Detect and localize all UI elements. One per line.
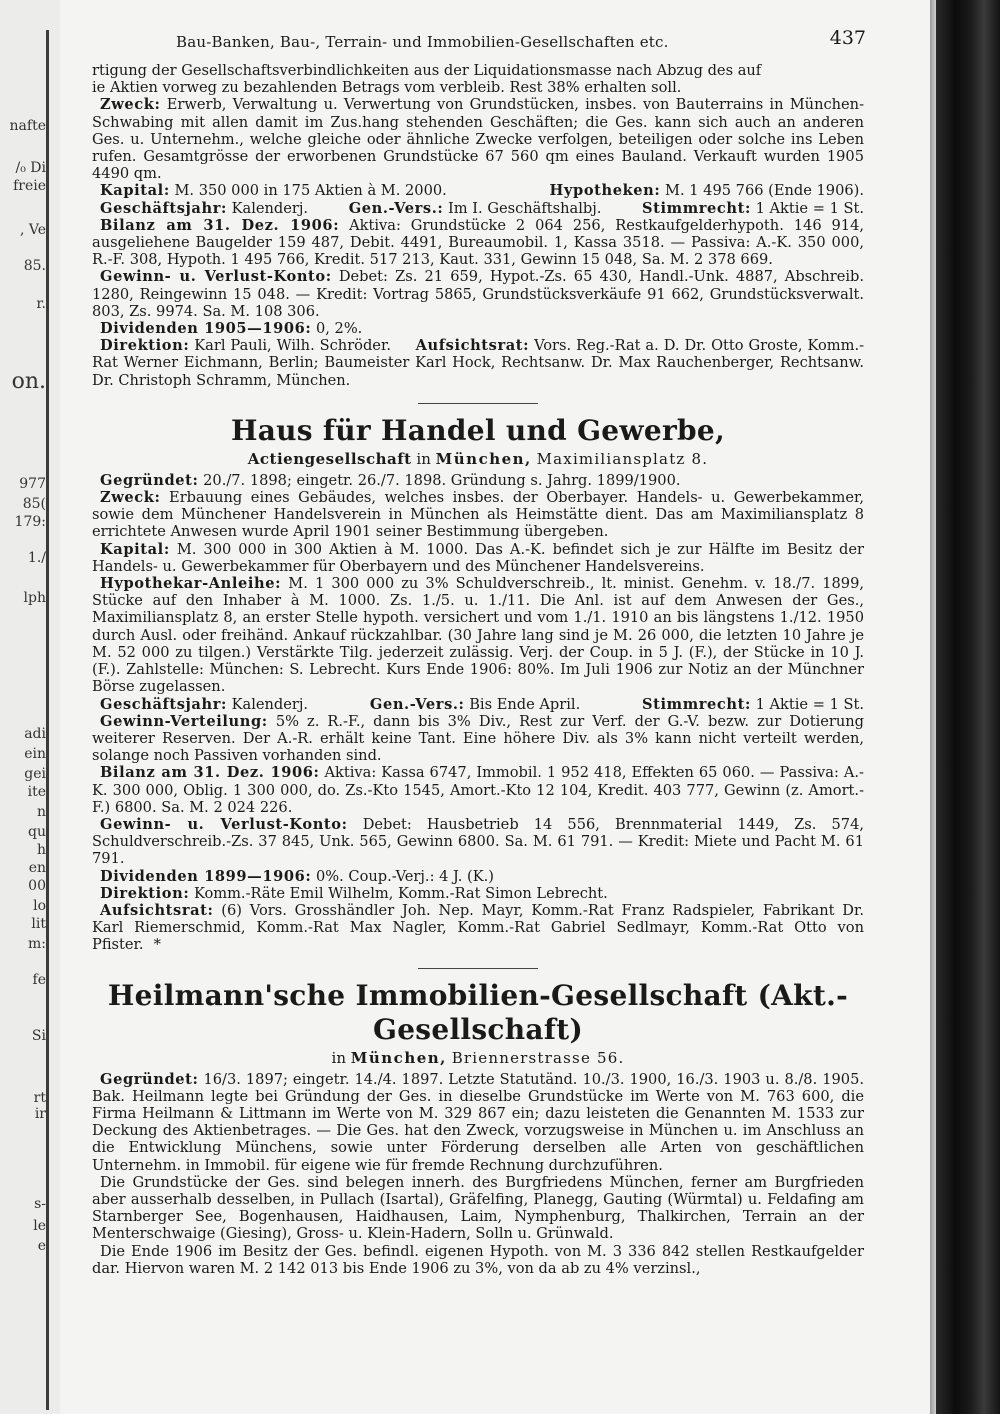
- dividenden-label: Dividenden 1899—1906:: [100, 867, 312, 885]
- gegruendet-text: 16/3. 1897; eingetr. 14./4. 1897. Letzte Statutänd. 10./3. 1900, 16./3. 1903 u. 8./8. 1905. Bak. Heilmann legte bei Gründung der Ges. in dieselbe Grundstücke im Werte von M. 763 600, die Firma Heilmann & Littmann im Werte von M. 329 867 ein; dazu leisteten die Genannten M. 1533 zur Deckung des Aktienbetrages. — Die Ges. hat den Zweck, vorzugsweise in München u. im Anschluss an die Entwicklung Münchens, sowie unter Förderung derselben alle Arten von geschäftlichen Unternehm. in Immobil. für eigene wie für fremde Rechnung durchzuführen.: [92, 1070, 864, 1174]
- margin-fragment: h: [36, 842, 46, 858]
- book-binding-edge: [936, 0, 1000, 1414]
- margin-fragment: lo: [33, 898, 46, 914]
- stimmrecht-label: Stimmrecht:: [642, 199, 751, 217]
- company-city: München,: [350, 1048, 447, 1067]
- margin-fragment: 00: [28, 878, 46, 894]
- direktion-label: Direktion:: [100, 884, 190, 902]
- stimmrecht-item: [634, 696, 864, 713]
- star-mark: *: [153, 936, 161, 954]
- dividenden-label: Dividenden 1905—1906:: [100, 320, 312, 338]
- hypotheken-item: [542, 182, 864, 199]
- section-divider: [418, 403, 538, 404]
- margin-fragment: qu: [28, 824, 46, 840]
- hypotheken-paragraph: Die Ende 1906 im Besitz der Ges. befindl. eigenen Hypoth. von M. 3 336 842 stellen Restkaufgelder dar. Hiervon waren M. 2 142 013 bis Ende 1906 zu 3%, von da ab zu 4% verzinsl.,: [92, 1242, 864, 1277]
- guv-label: Gewinn- u. Verlust-Konto:: [100, 268, 332, 286]
- genvers-label: Gen.-Vers.:: [369, 695, 465, 713]
- zweck-paragraph: [92, 96, 864, 182]
- aufsichtsrat-paragraph: [92, 902, 864, 954]
- anleihe-paragraph: [92, 575, 864, 695]
- kapital-text: M. 350 000 in 175 Aktien à M. 2000.: [174, 182, 447, 200]
- margin-fragment: lph: [23, 590, 46, 606]
- left-margin-bleed: [0, 0, 60, 1414]
- direktion-text: Komm.-Räte Emil Wilhelm, Komm.-Rat Simon Lebrecht.: [193, 884, 608, 902]
- margin-fragment: nafte: [9, 118, 46, 134]
- kapital-row: [92, 182, 864, 199]
- guv-text: Debet: Zs. 21 659, Hypot.-Zs. 65 430, Handl.-Unk. 4887, Abschreib. 1280, Reingewinn 15 048. — Kredit: Vortrag 5865, Grundstücksverkäufe 91 662, Grundstücksverwalt. 803, Zs. 9974. Sa. M. 108 306.: [92, 268, 864, 320]
- margin-fragment: m:: [28, 936, 46, 952]
- company-title: Heilmann'sche Immobilien-Gesellschaft (Akt.-Gesellschaft): [107, 978, 849, 1046]
- margin-fragment: , Ve: [19, 222, 46, 238]
- genvers-text: Bis Ende April.: [469, 695, 581, 713]
- margin-fragment: /₀ Di: [15, 160, 46, 176]
- running-head-title: Bau-Banken, Bau-, Terrain- und Immobilien-Gesellschaften etc.: [176, 33, 669, 51]
- margin-fragment: e: [37, 1238, 46, 1254]
- gegruendet-text: 20./7. 1898; eingetr. 26./7. 1898. Gründung s. Jahrg. 1899/1900.: [203, 471, 681, 489]
- left-column-rule: [46, 30, 49, 1410]
- guv-label: Gewinn- u. Verlust-Konto:: [100, 815, 348, 833]
- gegruendet-label: Gegründet:: [100, 471, 199, 489]
- gewinnverteilung-text: 5% z. R.-F., dann bis 3% Div., Rest zur Verf. der G.-V. bezw. zur Dotierung weiterer Reserven. Der A.-R. erhält keine Tant. Eine höhere Div. als 3% kann nicht verteilt werden, solange noch Passiven vorhanden sind.: [92, 712, 864, 765]
- company-subtitle: [92, 450, 864, 468]
- hypotheken-label: Hypotheken:: [549, 182, 661, 200]
- margin-fragment: ein: [24, 746, 46, 762]
- company-in: in: [331, 1048, 346, 1067]
- guv-text: Debet: Hausbetrieb 14 556, Brennmaterial 1449, Zs. 574, Schuldverschreib.-Zs. 37 845, Unk. 565, Gewinn 6800. Sa. M. 61 791. — Kredit: Miete und Pacht M. 61 791.: [92, 815, 864, 868]
- grundstuecke-paragraph: Die Grundstücke der Ges. sind belegen innerh. des Burgfriedens München, ferner am Burgfrieden aber ausserhalb desselben, in Pullach (Isartal), Gräfelfing, Planegg, Gauting (Würmtal) u. Feldafing am Starnberger See, Bogenhausen, Haidhausen, Laim, Nymphenburg, Thalkirchen, Terrain an der Menterschwaige (Giesing), Gross- u. Klein-Hadern, Solln u. Grünwald.: [92, 1173, 864, 1243]
- zweck-text: Erbauung eines Gebäudes, welches insbes. der Oberbayer. Handels- u. Gewerbekammer, sowie dem Münchener Handelsverein in München als Heimstätte dient. Das am Maximiliansplatz 8 errichtete Anwesen wurde April 1901 seiner Bestimmung übergeben.: [92, 489, 864, 541]
- company-city: München,: [435, 449, 532, 468]
- zweck-paragraph: [92, 489, 864, 541]
- genvers-text: Im I. Geschäftshalbj.: [448, 199, 602, 217]
- margin-fragment: 85(: [22, 496, 46, 512]
- margin-fragment: lit: [31, 916, 46, 932]
- section-divider: [418, 968, 538, 969]
- anleihe-label: Hypothekar-Anleihe:: [100, 575, 282, 593]
- dividenden-paragraph: [92, 868, 864, 885]
- margin-fragment: en: [28, 860, 46, 876]
- genvers-label: Gen.-Vers.:: [348, 199, 444, 217]
- zweck-text: Erwerb, Verwaltung u. Verwertung von Grundstücken, insbes. von Bauterrains in München-Schwabing mit allen damit im Zus.hang stehenden Geschäften; die Ges. kann sich auch an anderen Ges. u. Unternehm., welche gleiche oder ähnliche Zwecke verfolgen, beteiligen oder solche ins Leben rufen. Gesamtgrösse der erworbenen Grundstücke 67 560 qm eines Bauland. Verkauft wurden 1905 4490 qm.: [92, 96, 865, 183]
- aufsichtsrat-text: (6) Vors. Grosshändler Joh. Nep. Mayr, Komm.-Rat Franz Radspieler, Fabrikant Dr. Karl Riemerschmid, Komm.-Rat Max Nagler, Komm.-Rat Gabriel Sedlmayr, Komm.-Rat Otto von Pfister.: [92, 901, 864, 954]
- company-subtitle: [92, 1049, 864, 1067]
- page-number: 437: [829, 27, 866, 49]
- geschaeftsjahr-row: [92, 200, 864, 217]
- text-line: ie Aktien vorweg zu bezahlenden Betrags vom verbleib. Rest 38% erhalten soll.: [92, 79, 682, 97]
- aufsichtsrat-text: Vors. Reg.-Rat a. D. Dr. Otto Groste, Komm.-Rat Werner Eichmann, Berlin; Baumeister Karl Hock, Rechtsanw. Dr. Max Rauchenberger, Rechtsanw. Dr. Christoph Schramm, München.: [92, 337, 865, 389]
- zweck-label: Zweck:: [100, 96, 161, 114]
- company-address: Maximiliansplatz 8.: [536, 449, 709, 468]
- gegruendet-label: Gegründet:: [100, 1070, 199, 1088]
- geschaeftsjahr-item: [92, 696, 308, 713]
- anleihe-text: M. 1 300 000 zu 3% Schuldverschreib., lt. minist. Genehm. v. 18./7. 1899, Stücke auf den Inhaber à M. 1000. Zs. 1./5. u. 1./11. Die Anl. ist auf dem Anwesen der Ges., Maximiliansplatz 8, an erster Stelle hypoth. versichert und vom 1./1. 1910 an bis längstens 1./12. 1950 durch Ausl. oder freihänd. Ankauf rückzahlbar. (30 Jahre lang sind je M. 26 000, die letzten 10 Jahre je M. 52 000 zu tilgen.) Verstärkte Tilg. jederzeit zulässig. Verj. der Coup. in 5 J. (F.), der Stücke in 10 J. (F.). Zahlstelle: München: S. Lebrecht. Kurs Ende 1906: 80%. Im Juli 1906 zur Notiz an der Münchner Börse zugelassen.: [92, 575, 865, 696]
- guv-paragraph: [92, 268, 864, 320]
- geschaeftsjahr-label: Geschäftsjahr:: [100, 695, 227, 713]
- genvers-item: [362, 696, 580, 713]
- geschaeftsjahr-text: Kalenderj.: [231, 695, 309, 713]
- running-head: [92, 27, 866, 62]
- direktion-label: Direktion:: [100, 337, 190, 355]
- direktion-paragraph: [92, 885, 864, 902]
- margin-fragment: 85.: [23, 258, 46, 274]
- margin-fragment: n: [36, 804, 46, 820]
- entry-haus-fuer-handel: [92, 414, 864, 954]
- margin-fragment: ir: [34, 1106, 46, 1122]
- geschaeftsjahr-row: [92, 696, 864, 713]
- aufsichtsrat-label: Aufsichtsrat:: [415, 337, 530, 355]
- company-form: Actiengesellschaft: [247, 449, 412, 468]
- gegruendet-paragraph: [92, 472, 864, 489]
- bilanz-paragraph: [92, 217, 864, 269]
- genvers-item: [341, 200, 602, 217]
- margin-fragment: fe: [32, 972, 46, 988]
- company-in: in: [416, 449, 431, 468]
- stimmrecht-text: 1 Aktie = 1 St.: [755, 695, 864, 713]
- geschaeftsjahr-label: Geschäftsjahr:: [100, 199, 227, 217]
- direktion-paragraph: [92, 337, 864, 389]
- guv-paragraph: [92, 816, 864, 868]
- page-content: [92, 27, 866, 1277]
- text-line: rtigung der Gesellschaftsverbindlichkeiten aus der Liquidationsmasse nach Abzug des auf: [92, 62, 762, 79]
- bilanz-text: Aktiva: Grundstücke 2 064 256, Restkaufgelderhypoth. 146 914, ausgeliehene Baugelder 159 487, Debit. 4491, Bureaumobil. 1, Kassa 3518. — Passiva: A.-K. 350 000, R.-F. 308, Hypoth. 1 495 766, Kredit. 517 213, Kaut. 331, Gewinn 15 048, Sa. M. 2 378 669.: [92, 216, 865, 269]
- margin-fragment: rt: [33, 1090, 46, 1106]
- kapital-item: [92, 182, 447, 199]
- kapital-label: Kapital:: [100, 182, 170, 200]
- entry-continuation: [92, 62, 864, 389]
- margin-fragment: gei: [24, 766, 46, 782]
- dividenden-text: 0, 2%.: [315, 320, 363, 338]
- bilanz-text: Aktiva: Kassa 6747, Immobil. 1 952 418, Effekten 65 060. — Passiva: A.-K. 300 000, Oblig. 1 300 000, do. Zs.-Kto 1545, Amort.-Kto 12 104, Kredit. 403 777, Gewinn (z. Amort.-F.) 6800. Sa. M. 2 024 226.: [92, 764, 864, 816]
- stimmrecht-label: Stimmrecht:: [642, 695, 751, 713]
- hypotheken-text: M. 1 495 766 (Ende 1906).: [665, 182, 864, 200]
- kapital-text: M. 300 000 in 300 Aktien à M. 1000. Das A.-K. befindet sich je zur Hälfte im Besitz der Handels- u. Gewerbekammer für Oberbayern und des Münchener Handelsvereins.: [92, 540, 864, 575]
- company-title: Haus für Handel und Gewerbe,: [230, 413, 726, 447]
- geschaeftsjahr-text: Kalenderj.: [231, 199, 309, 217]
- margin-fragment: 179:: [14, 514, 46, 530]
- bilanz-label: Bilanz am 31. Dez. 1906:: [100, 216, 340, 234]
- margin-fragment: r.: [36, 296, 46, 312]
- geschaeftsjahr-item: [92, 200, 308, 217]
- stimmrecht-text: 1 Aktie = 1 St.: [755, 199, 864, 217]
- stimmrecht-item: [634, 200, 864, 217]
- gewinnverteilung-paragraph: [92, 713, 864, 765]
- entry-heilmann: [92, 979, 864, 1277]
- margin-fragment: le: [33, 1218, 46, 1234]
- dividenden-paragraph: [92, 320, 864, 337]
- gewinnverteilung-label: Gewinn-Verteilung:: [100, 712, 268, 730]
- company-address: Briennerstrasse 56.: [451, 1048, 625, 1067]
- margin-fragment: adi: [24, 726, 46, 742]
- margin-fragment: s-: [34, 1196, 46, 1212]
- bilanz-paragraph: [92, 764, 864, 816]
- dividenden-text: 0%. Coup.-Verj.: 4 J. (K.): [315, 867, 494, 885]
- direktion-text: Karl Pauli, Wilh. Schröder.: [194, 337, 391, 355]
- bilanz-label: Bilanz am 31. Dez. 1906:: [100, 764, 320, 782]
- zweck-label: Zweck:: [100, 489, 161, 507]
- margin-fragment: on.: [11, 374, 46, 390]
- margin-fragment: 1./: [27, 550, 46, 566]
- margin-fragment: freie: [13, 178, 46, 194]
- kapital-paragraph: [92, 541, 864, 575]
- aufsichtsrat-label: Aufsichtsrat:: [100, 901, 214, 919]
- gegruendet-paragraph: [92, 1071, 864, 1174]
- margin-fragment: 977: [19, 476, 46, 492]
- margin-fragment: ite: [27, 784, 46, 800]
- kapital-label: Kapital:: [100, 540, 170, 558]
- margin-fragment: Si: [31, 1028, 46, 1044]
